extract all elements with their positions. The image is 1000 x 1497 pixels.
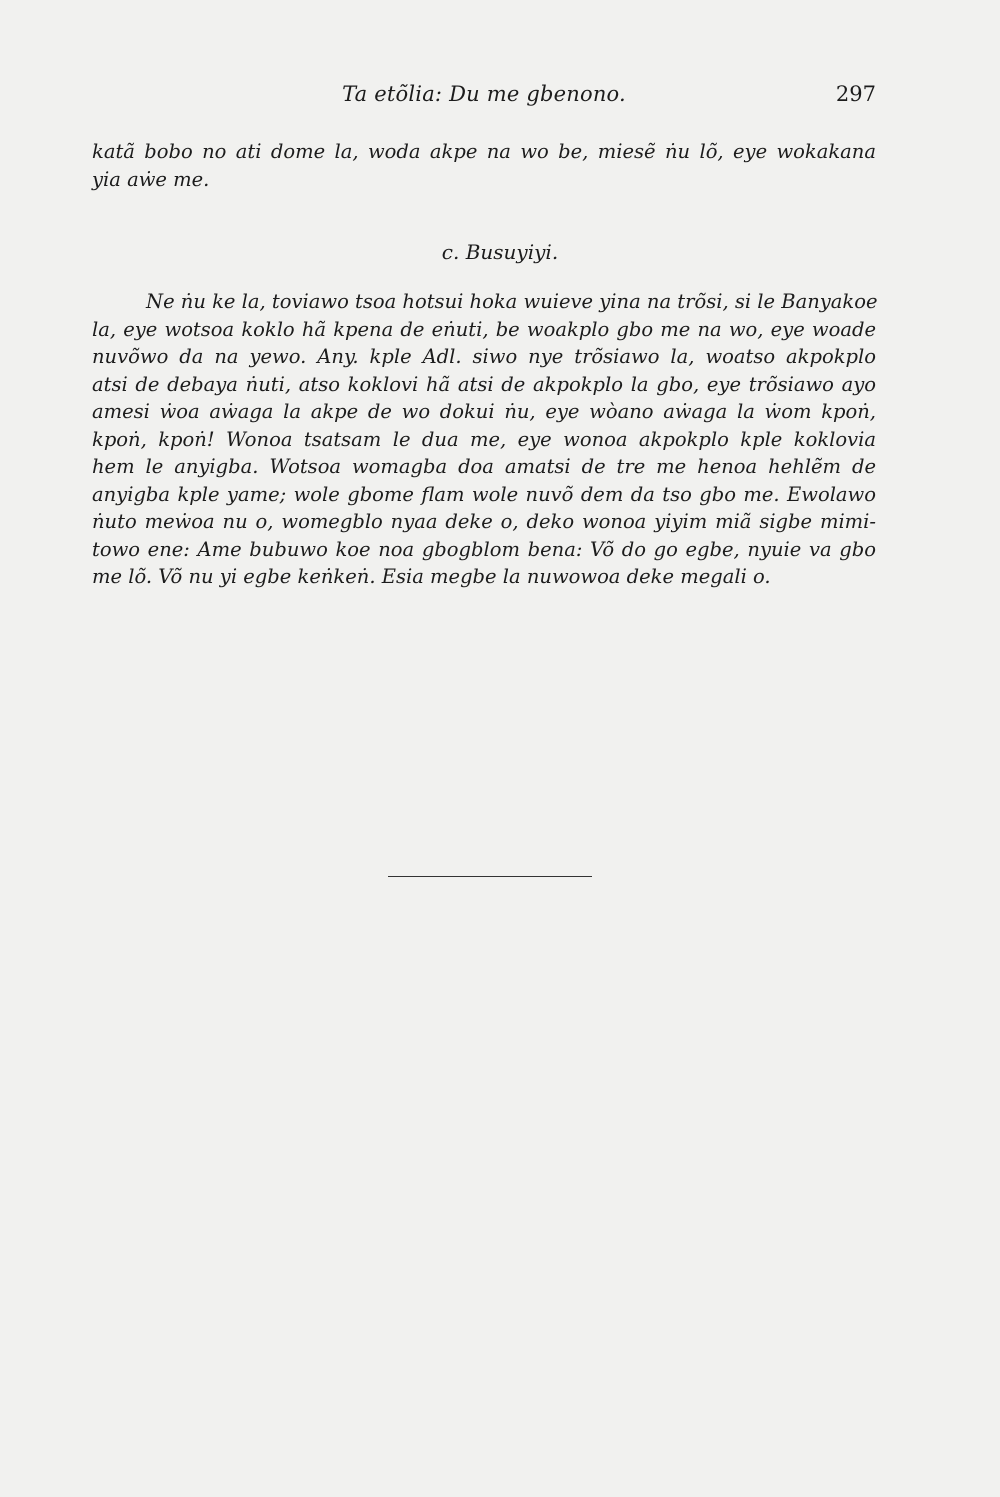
running-header [92,82,876,112]
paragraph-line: me lõ. Võ nu yi egbe keṅkeṅ. Esia megbe la nuwowoa deke megali o. [92,565,771,588]
page-number: 297 [835,82,876,106]
paragraph-line: hem le anyigba. Wotsoa womagba doa amatsi de tre me henoa hehlẽm de [92,455,876,478]
paragraph-line: yia aẇe me. [92,167,210,191]
paragraph-2 [92,288,876,591]
paragraph-line: nuvõwo da na yewo. Any. kple Adl. siwo nye trõsiawo la, woatso akpokplo [92,345,876,368]
paragraph-line: atsi de debaya ṅuti, atso koklovi hã atsi de akpokplo la gbo, eye trõsiawo ayo [92,372,876,396]
paragraph-line: kpoṅ, kpoṅ! Wonoa tsatsam le dua me, eye wonoa akpokplo kple koklovia [92,427,876,451]
paragraph-1 [92,138,876,193]
paragraph-line: Ne ṅu ke la, toviawo tsoa hotsui hoka wuieve yina na trõsi, si le Banyakoe [146,290,878,313]
paragraph-line: ṅuto meẇoa nu o, womegblo nyaa deke o, deko wonoa yiyim miã sigbe mimi- [92,510,876,533]
paragraph-line: anyigba kple yame; wole gbome flam wole nuvõ dem da tso gbo me. Ewolawo [92,482,876,506]
paragraph-line: katã bobo no ati dome la, woda akpe na wo be, miesẽ ṅu lõ, eye wokakana [92,140,876,163]
section-heading: c. Busuyiyi. [441,240,559,264]
section-end-rule [388,876,592,877]
paragraph-line: la, eye wotsoa koklo hã kpena de eṅuti, be woakplo gbo me na wo, eye woade [92,317,876,341]
running-title: Ta etõlia: Du me gbenono. [342,82,626,106]
paragraph-line: amesi ẇoa aẇaga la akpe de wo dokui ṅu, eye wòano aẇaga la ẇom kpoṅ, [92,400,876,423]
paragraph-line: towo ene: Ame bubuwo koe noa gbogblom bena: Võ do go egbe, nyuie va gbo [92,537,876,561]
